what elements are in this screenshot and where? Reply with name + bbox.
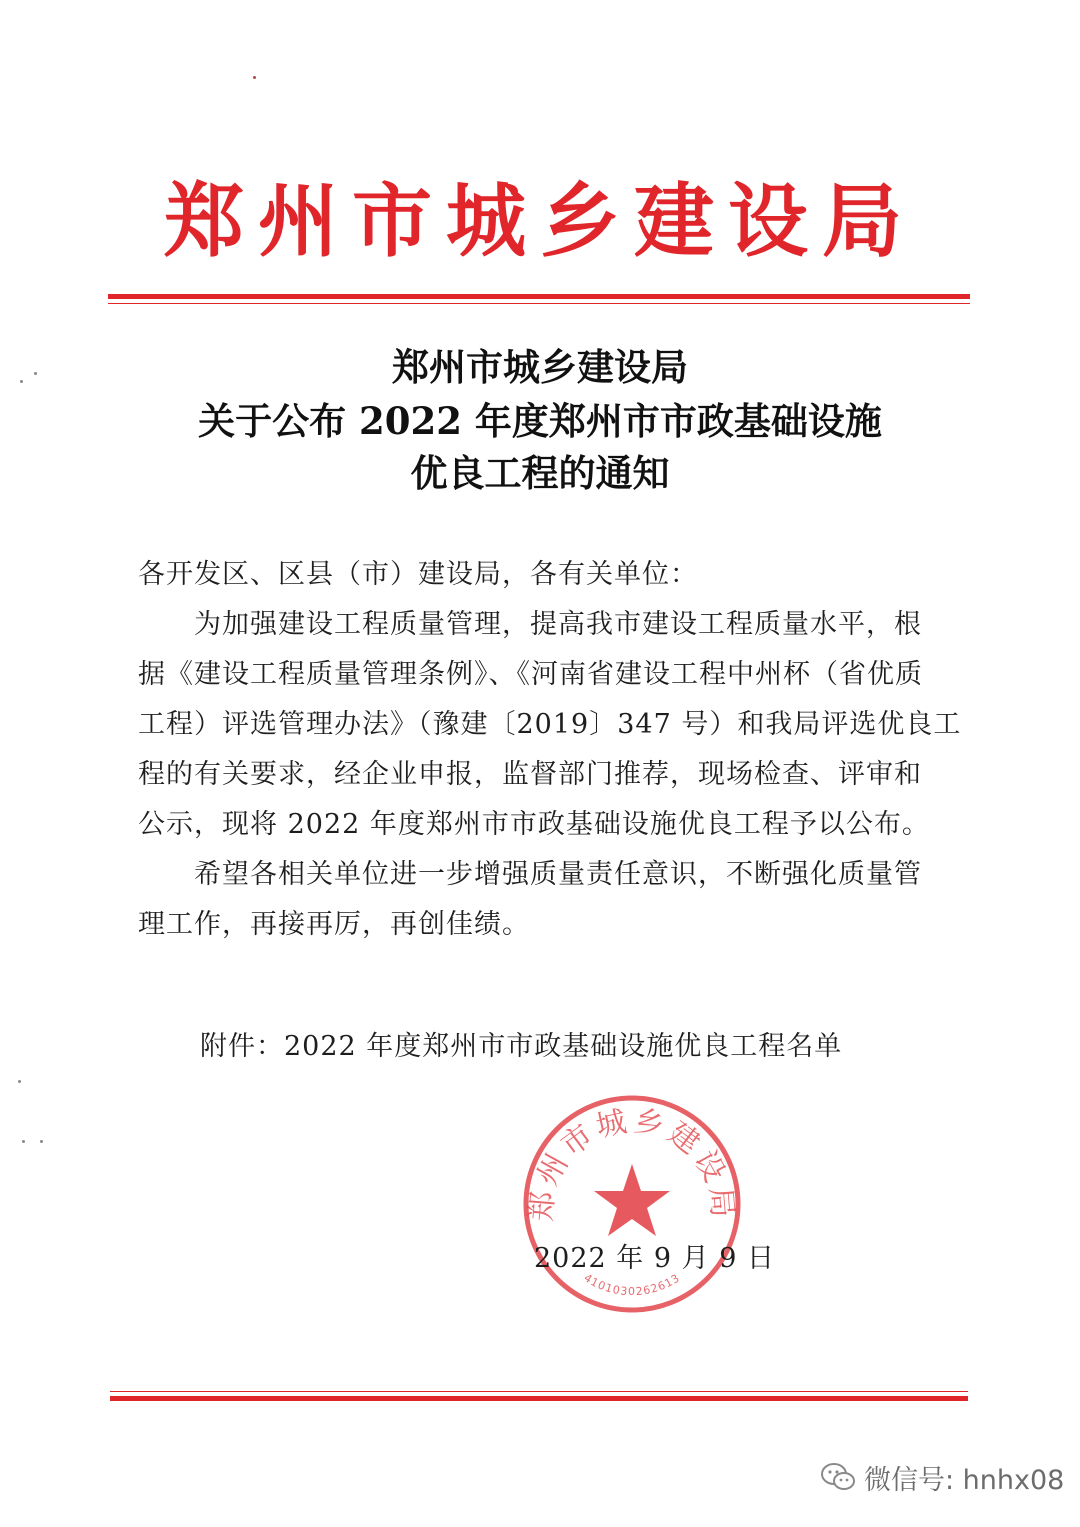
official-seal-stamp — [520, 1092, 744, 1316]
scan-speck — [22, 1140, 25, 1143]
seal-star-icon — [594, 1164, 670, 1236]
wechat-id-label: 微信号: hnhx08 — [864, 1464, 1065, 1496]
document-title-line-2: 关于公布 2022 年度郑州市市政基础设施 — [198, 399, 882, 443]
wechat-icon — [820, 1461, 856, 1493]
attachment-note: 附件：2022 年度郑州市市政基础设施优良工程名单 — [200, 1031, 843, 1062]
scan-speck — [20, 380, 23, 383]
masthead-red-rule — [108, 294, 970, 299]
paragraph-line: 工程）评选管理办法》（豫建〔2019〕347 号）和我局评选优良工 — [138, 709, 962, 740]
paragraph-line: 据《建设工程质量管理条例》、《河南省建设工程中州杯（省优质 — [138, 659, 923, 690]
paragraph-line: 希望各相关单位进一步增强质量责任意识，不断强化质量管 — [138, 859, 922, 890]
footer-red-rule-thin — [110, 1391, 968, 1392]
document-title-line-3: 优良工程的通知 — [410, 451, 670, 495]
paragraph-line: 程的有关要求，经企业申报，监督部门推荐，现场检查、评审和 — [138, 759, 922, 790]
footer-red-rule — [110, 1396, 968, 1401]
seal-code: 4101030262613 — [581, 1271, 683, 1299]
document-title-line-1: 郑州市城乡建设局 — [392, 345, 688, 389]
paragraph-line: 理工作，再接再厉，再创佳绩。 — [138, 909, 530, 940]
body-paragraph-2 — [138, 850, 948, 950]
wechat-watermark — [820, 1455, 1064, 1499]
masthead-red-rule-thin — [108, 303, 970, 304]
body-paragraph-1 — [138, 600, 962, 850]
issue-date: 2022 年 9 月 9 日 — [534, 1243, 775, 1274]
scan-speck — [18, 1080, 21, 1083]
masthead-agency-name: 郑州市城乡建设局 — [164, 175, 916, 268]
salutation: 各开发区、区县（市）建设局，各有关单位： — [138, 559, 698, 590]
scan-speck — [34, 372, 37, 375]
paragraph-line: 为加强建设工程质量管理，提高我市建设工程质量水平，根 — [138, 609, 922, 640]
paragraph-line: 公示，现将 2022 年度郑州市市政基础设施优良工程予以公布。 — [138, 809, 930, 840]
scan-speck — [40, 1140, 43, 1143]
scan-speck — [253, 76, 256, 79]
seal-text: 郑州市城乡建设局 — [523, 1103, 741, 1223]
